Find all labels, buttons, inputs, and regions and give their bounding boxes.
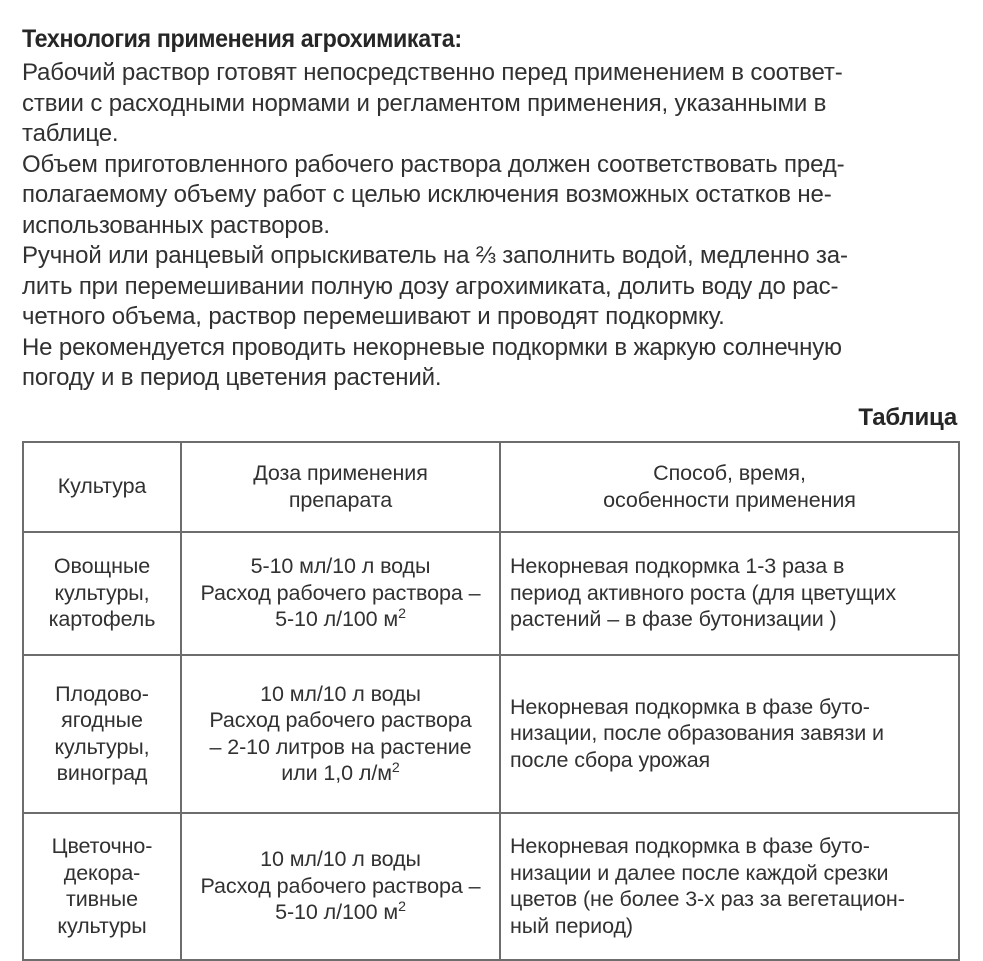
header-line: Доза применения	[253, 461, 428, 485]
cell-line: декора-	[63, 860, 141, 885]
paragraph-line: четного объема, раствор перемешивают и проводят подкормку.	[22, 303, 725, 330]
cell-culture	[23, 813, 181, 960]
cell-line: культуры,	[54, 734, 150, 759]
paragraph-line: таблице.	[22, 120, 119, 147]
cell-line: тивные	[66, 887, 138, 911]
cell-line: после сбора урожая	[510, 747, 711, 772]
cell-line: цветов (не более 3-х раз за вегетацион-	[510, 887, 905, 911]
cell-line: 5-10 л/100 $м^2$	[275, 899, 406, 925]
cell-line: – 2-10 литров на растение	[209, 734, 472, 759]
paragraph-sprayer	[22, 241, 959, 333]
cell-line: 10 мл/10 л воды	[260, 847, 421, 872]
cell-line: Цветочно-	[51, 834, 153, 858]
table-row	[23, 532, 959, 655]
cell-method	[500, 655, 959, 813]
cell-line: низации и далее после каждой срезки	[510, 860, 889, 885]
paragraph-line	[22, 58, 958, 89]
cell-line: 10 мл/10 л воды	[260, 681, 421, 706]
table-header-row	[23, 442, 959, 532]
cell-line: Овощные	[53, 554, 151, 579]
header-line: препарата	[288, 487, 393, 512]
cell-line: культуры,	[54, 580, 150, 605]
line-text: ствии с расходными нормами и регламентом применения, указанными в	[22, 89, 827, 117]
paragraph-line: погоду и в период цветения растений.	[22, 364, 442, 391]
cell-line: виноград	[56, 761, 148, 785]
table-caption: Таблица	[858, 403, 957, 431]
cell-line: культуры	[57, 913, 147, 938]
cell-dose	[181, 532, 500, 655]
table-header-culture	[23, 442, 181, 532]
header-line: Способ, время,	[653, 461, 806, 485]
table-row	[23, 813, 959, 960]
line-text: полагаемому объему работ с целью исключения возможных остатков не-	[22, 181, 832, 208]
cell-line: Некорневая подкормка в фазе буто-	[510, 694, 870, 719]
cell-line: растений – в фазе бутонизации )	[510, 607, 837, 632]
cell-method	[500, 813, 959, 960]
cell-line: Плодово-	[55, 681, 149, 706]
cell-line: 5-10 л/100 $м^2$	[275, 606, 406, 632]
header-line: особенности применения	[603, 487, 856, 512]
cell-line: 5-10 мл/10 л воды	[250, 554, 431, 579]
paragraph-volume	[22, 150, 959, 242]
body-text	[22, 58, 959, 394]
cell-line: Расход рабочего раствора	[209, 708, 472, 732]
cell-line: картофель	[48, 607, 156, 632]
table-header-method	[500, 442, 959, 532]
paragraph-line	[22, 272, 958, 303]
paragraph-line	[22, 241, 958, 272]
cell-line: ягодные	[61, 708, 143, 732]
cell-line: ный период)	[510, 913, 633, 938]
line-text: лить при перемешивании полную дозу агрохимиката, долить воду до рас-	[22, 272, 839, 300]
paragraph-line: использованных растворов.	[22, 211, 330, 239]
table-header-dose	[181, 442, 500, 532]
cell-line: или 1,0 $л/м^2$	[281, 759, 400, 785]
table-row	[23, 655, 959, 813]
cell-method	[500, 532, 959, 655]
cell-culture	[23, 532, 181, 655]
specification-table-container	[22, 441, 958, 961]
line-text: Ручной или ранцевый опрыскиватель на ⅔ заполнить водой, медленно за-	[22, 242, 848, 269]
cell-dose	[181, 813, 500, 960]
paragraph-preparation	[22, 58, 959, 150]
paragraph-line: Не рекомендуется проводить некорневые подкормки в жаркую солнечную	[22, 333, 842, 361]
page-title: Технология применения агрохимиката:	[22, 25, 462, 53]
line-text: Объем приготовленного рабочего раствора должен соответствовать пред-	[22, 150, 845, 178]
paragraph-line	[22, 180, 958, 211]
cell-line: Некорневая подкормка 1-3 раза в	[510, 554, 845, 579]
line-text: Рабочий раствор готовят непосредственно перед применением в соответ-	[22, 59, 843, 86]
cell-line: период активного роста (для цветущих	[510, 580, 897, 605]
cell-culture	[23, 655, 181, 813]
header-line: Культура	[57, 474, 147, 499]
cell-line: Некорневая подкормка в фазе буто-	[510, 834, 870, 858]
cell-line: низации, после образования завязи и	[510, 721, 884, 746]
cell-dose	[181, 655, 500, 813]
cell-line: Расход рабочего раствора –	[200, 873, 481, 898]
cell-line: Расход рабочего раствора –	[200, 580, 481, 605]
paragraph-line	[22, 150, 958, 181]
paragraph-warning	[22, 333, 959, 394]
paragraph-line	[22, 89, 958, 120]
specification-table	[22, 441, 960, 961]
